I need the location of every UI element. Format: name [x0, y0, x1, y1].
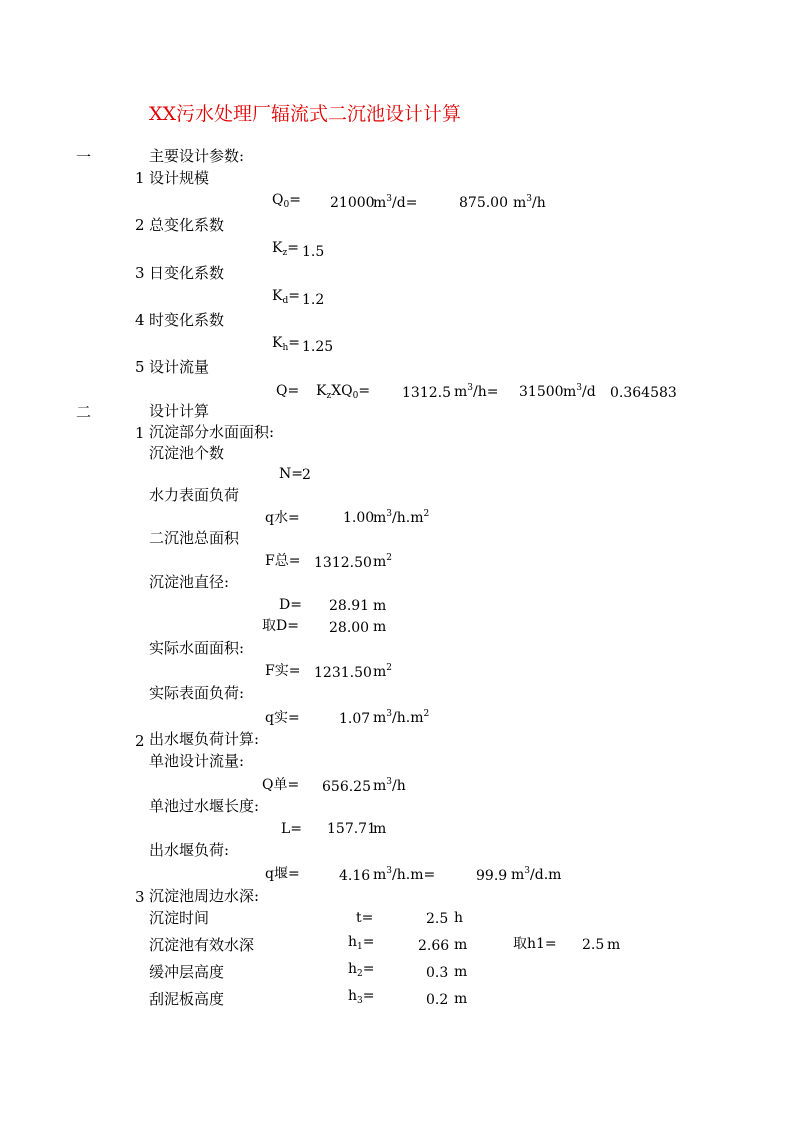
item-number: 2	[135, 216, 145, 234]
item-label: 时变化系数	[149, 311, 225, 329]
label-diameter: 沉淀池直径:	[149, 573, 230, 591]
value-h3: 0.2	[426, 992, 449, 1008]
unit-m: m	[373, 619, 387, 635]
symbol-n: N=	[279, 466, 303, 482]
symbol-q-actual: q实=	[265, 710, 300, 726]
section-number: 二	[76, 403, 92, 421]
value-q-per-second: 0.364583	[610, 385, 677, 401]
symbol-f-actual: F实=	[265, 663, 301, 679]
value-q-single: 656.25	[322, 779, 371, 795]
symbol-h2: $h_2=$	[348, 961, 375, 979]
unit-m: m	[607, 937, 621, 953]
unit-m: m	[373, 821, 387, 837]
value-kz: 1.5	[302, 244, 325, 260]
symbol-q0: $Q_0=$	[272, 192, 301, 210]
value-h1: 2.66	[418, 938, 450, 954]
item-label: 总变化系数	[149, 216, 225, 234]
label-actual-area: 实际水面面积:	[149, 639, 245, 657]
value-h2: 0.3	[426, 965, 449, 981]
item-number: 1	[135, 424, 145, 442]
symbol-f-total: F总=	[265, 553, 301, 569]
symbol-q-single: Q单=	[262, 777, 300, 793]
value-f-actual: 1231.50	[314, 665, 372, 681]
item-number: 4	[135, 311, 145, 329]
unit-m2: $m^2$	[373, 553, 393, 570]
symbol-h3: $h_3=$	[348, 988, 375, 1006]
symbol-kd: $K_d=$	[272, 288, 300, 306]
label-effective-depth: 沉淀池有效水深	[149, 936, 255, 954]
value-kd: 1.2	[302, 292, 325, 308]
value-kh: 1.25	[302, 339, 334, 355]
value-d-taken: 28.00	[329, 620, 370, 636]
symbol-kz: $K_z=$	[272, 240, 299, 258]
symbol-q: Q=	[276, 383, 300, 399]
label-weir-load: 出水堰负荷:	[149, 841, 230, 859]
value-q-weir: 4.16	[339, 868, 371, 884]
unit-m3-per-d-m: $m^3/d.m$	[511, 866, 562, 883]
label-surface-load: 水力表面负荷	[149, 486, 240, 504]
item-number: 5	[135, 358, 145, 376]
unit-m: m	[454, 937, 468, 953]
unit-m3-per-d: $m^3/d=$	[373, 194, 418, 211]
item-number: 2	[135, 732, 145, 750]
label-buffer-height: 缓冲层高度	[149, 963, 225, 981]
item-number: 3	[135, 888, 145, 906]
value-q-daily: 31500	[519, 384, 564, 400]
value-q-weir-daily: 99.9	[476, 868, 508, 884]
value-q-hourly: 1312.5	[402, 385, 451, 401]
symbol-kh: $K_h=$	[272, 335, 300, 353]
unit-m3-per-h: $m^3/h=$	[454, 383, 499, 400]
unit-m3-per-h: $m^3/h$	[513, 194, 546, 211]
value-f-total: 1312.50	[314, 555, 372, 571]
section-number: 一	[76, 148, 92, 166]
symbol-q-water: q水=	[265, 510, 300, 526]
unit-h: h	[454, 910, 464, 926]
symbol-d: D=	[279, 597, 302, 613]
section-heading: 设计计算	[149, 402, 210, 420]
value-n: 2	[302, 467, 311, 483]
item-number: 3	[135, 264, 145, 282]
unit-m3-per-h-m: $m^3/h.m=$	[373, 866, 436, 883]
expr-kz-x-q0: $K_zXQ_0=$	[316, 383, 371, 401]
unit-m3-per-h-m2: $m^3/h.m^2$	[373, 709, 430, 726]
symbol-d-taken: 取D=	[262, 618, 299, 634]
label-scraper-height: 刮泥板高度	[149, 990, 225, 1008]
unit-m3-per-h: $m^3/h$	[373, 777, 406, 794]
value-q0-hourly: 875.00	[459, 195, 508, 211]
label-actual-load: 实际表面负荷:	[149, 684, 245, 702]
page-title: XX污水处理厂辐流式二沉池设计计算	[149, 103, 462, 125]
label-total-area: 二沉池总面积	[149, 529, 240, 547]
unit-m: m	[454, 964, 468, 980]
item-heading: 沉淀池周边水深:	[149, 887, 260, 905]
item-label: 设计流量	[149, 358, 210, 376]
value-h1-taken: 2.5	[582, 937, 605, 953]
value-l: 157.71	[327, 821, 376, 837]
value-q0-daily: 21000	[330, 195, 375, 211]
label-settling-time: 沉淀时间	[149, 909, 210, 927]
item-label: 日变化系数	[149, 264, 225, 282]
section-heading: 主要设计参数:	[149, 147, 245, 165]
unit-m3-per-d: $m^3/d$	[563, 383, 596, 400]
unit-m3-per-h-m2: $m^3/h.m^2$	[373, 509, 430, 526]
symbol-h1: $h_1=$	[348, 934, 375, 952]
unit-m2: $m^2$	[373, 663, 393, 680]
symbol-l: L=	[281, 821, 303, 837]
item-heading: 出水堰负荷计算:	[149, 730, 260, 748]
value-d: 28.91	[329, 598, 370, 614]
item-heading: 沉淀部分水面面积:	[149, 423, 275, 441]
value-t: 2.5	[426, 911, 449, 927]
unit-m: m	[454, 991, 468, 1007]
value-q-water: 1.00	[343, 510, 375, 526]
label-h1-taken: 取h1=	[513, 936, 557, 952]
symbol-q-weir: q堰=	[265, 866, 300, 882]
item-label: 设计规模	[149, 169, 210, 187]
label-weir-length: 单池过水堰长度:	[149, 797, 260, 815]
unit-m: m	[373, 598, 387, 614]
symbol-t: t=	[356, 910, 374, 926]
label-single-flow: 单池设计流量:	[149, 752, 245, 770]
label-tank-count: 沉淀池个数	[149, 444, 225, 462]
item-number: 1	[135, 169, 145, 187]
value-q-actual: 1.07	[339, 711, 371, 727]
